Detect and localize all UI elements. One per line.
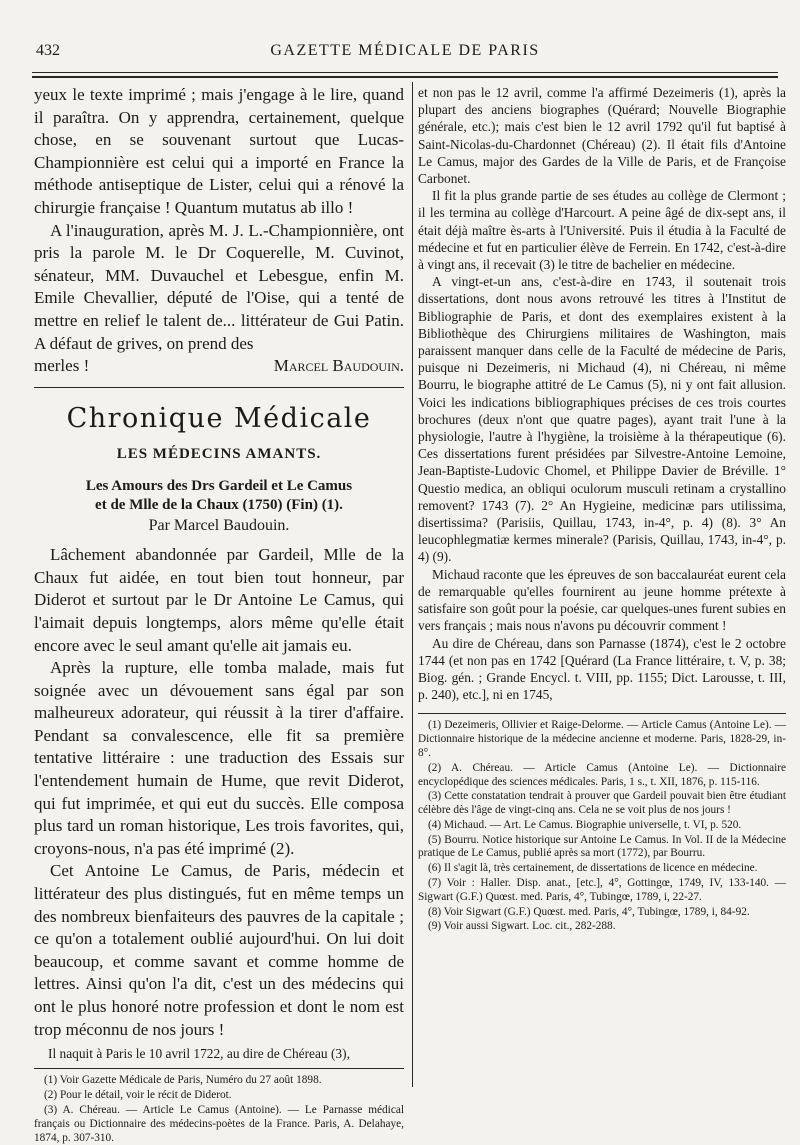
article-byline: Par Marcel Baudouin. xyxy=(148,517,290,535)
footnote: (8) Voir Sigwart (G.F.) Quœst. med. Paris, 4°, Tubingœ, 1789, i, 84-92. xyxy=(428,905,750,918)
body-paragraph-4: Michaud raconte que les épreuves de son baccalauréat eurent cela de remarquable qu'elles fournirent au jeune homme prétexte à satisfaire son goût pour la poésie, car quelques-unes furent subies en vers français ; mais nous n'avons pu découvrir comment ! xyxy=(418,566,786,634)
footnote: (2) Pour le détail, voir le récit de Diderot. xyxy=(44,1089,232,1102)
right-column xyxy=(418,84,786,934)
signature-lead: merles ! xyxy=(34,356,90,376)
footnote: (6) Il s'agit là, très certainement, de dissertations de licence en médecine. xyxy=(428,862,758,875)
body-paragraph-3: Cet Antoine Le Camus, de Paris, médecin et littérateur des plus distingués, fut en même temps un des nombreux bienfaiteurs des pauvres de la capitale ; ce qu'on a totalement oublié aujourd'hui. On lui doit beaucoup, et comme savant et comme homme de lettres. Ainsi qu'on l'a dit, c'est un des médecins qui ont le plus honoré notre profession et dont le nom est trop méconnu de nos jours ! xyxy=(34,861,404,1039)
footnote: (3) Cette constatation tendrait à prouver que Gardeil pouvait bien être étudiant célèbre dès l'âge de vingt-cinq ans. Cela ne se voit plus de nos jours ! xyxy=(418,790,786,817)
section-title: Chronique Médicale xyxy=(66,403,372,435)
signature-line xyxy=(34,355,404,377)
body-paragraph-2: Il fit la plus grande partie de ses études au collège de Clermont ; il les termina au collège d'Harcourt. A peine âgé de dix-sept ans, il était déjà maître ès-arts à l'Université. Puis il étudia à la Faculté de médecine et fut en particulier élève de Ferrein. En 1742, c'est-à-dire à vingt ans, il recevait (3) le titre de bachelier en médecine. xyxy=(418,188,786,273)
footnote: (7) Voir : Haller. Disp. anat., [etc.], 4°, Gottingœ, 1749, IV, 133-140. — Sigwart (G.F.) Quœst. med. Paris, 4°, Tubingœ, 1789, i, 22-27. xyxy=(418,877,786,903)
footnote: (5) Bourru. Notice historique sur Antoine Le Camus. In Vol. II de la Médecine pratique de Le Camus, publié après sa mort (1772), par Bourru. xyxy=(418,833,786,860)
running-header xyxy=(30,36,780,66)
body-paragraph-3: A vingt-et-un ans, c'est-à-dire en 1743, il soutenait trois dissertations, dont nous avons retrouvé les titres à l'Institut de Bibliographie de Paris, et dont des exemplaires existent à la Bibliothèque des Chirurgiens militaires de Washington, mais paraissent manquer dans celle de la Faculté de médecine de Paris, puisque ni Dezeimeris, ni Michaud (4), ni Chéreau, ni même Bourru, le biographe attitré de Le Camus (5), ni y ont fait allusion. Voici les indications bibliographiques précises de ces trois courtes brochures (deux n'ont que quatre pages), ayant trait l'une à la physiologie, l'autre à l'hygiène, la troisième à la thérapeutique (6). Ces dissertations furent présidées par Silvestre-Antoine Lemoine, Jean-Baptiste-Ludovic Chomel, et Philippe Davier de Bréville. 1° Questio medica, an obliqui oculorum musculi retinam a crystallino removent? 1743 (7). 2° An Hygieine, medicinæ pars utilissima, disertissima? (Parisiis, Quillau, 1743, in-4°, p. 4) (8). 3° An leucophlegmatiæ kermes minerale? (Parisis, Quillau, 1743, in-4°, p. 4) (9). xyxy=(418,274,786,565)
author-signature: Marcel Baudouin. xyxy=(273,356,404,376)
page-number: 432 xyxy=(36,42,60,59)
column-separator xyxy=(412,82,413,1087)
footnote: (1) Dezeimeris, Ollivier et Raige-Delorme. — Article Camus (Antoine Le). — Dictionnaire historique de la médecine ancienne et moderne. Paris, 1828-29, in-8°. xyxy=(418,719,786,759)
header-rule-thick xyxy=(32,76,778,78)
article-title-line-1: Les Amours des Drs Gardeil et Le Camus xyxy=(85,478,353,495)
header-rule-thin xyxy=(32,72,778,73)
article-heading: LES MÉDECINS AMANTS. xyxy=(116,446,322,463)
body-paragraph-1: Lâchement abandonnée par Gardeil, Mlle de la Chaux fut aidée, en tout bien tout honneur, par Diderot et surtout par le Dr Antoine Le Camus, qui l'aimait depuis longtemps, alors même qu'elle était encore avec le seul amant qu'elle ait jamais eu. xyxy=(34,545,404,655)
journal-title: GAZETTE MÉDICALE DE PARIS xyxy=(270,42,540,59)
right-footnotes xyxy=(418,713,786,934)
footnote: (3) A. Chéreau. — Article Le Camus (Antoine). — Le Parnasse médical français ou Dictionnaire des médecins-poètes de la France. Paris, A. Delahaye, 1874, p. 307-310. xyxy=(34,1103,404,1144)
intro-paragraph: yeux le texte imprimé ; mais j'engage à le lire, quand il paraîtra. On y apprendra, certainement, quelque chose, en se souvenant surtout que Lucas-Championnière est celui qui a importé en France la méthode antiseptique de Lister, celui qui a rénové la chirurgie française ! Quantum mutatus ab illo ! xyxy=(34,85,404,217)
body-paragraph-4: Il naquit à Paris le 10 avril 1722, au dire de Chéreau (3), xyxy=(48,1046,350,1062)
body-paragraph-5: Au dire de Chéreau, dans son Parnasse (1874), c'est le 2 octobre 1744 (et non pas en 1742 [Quérard (La France littéraire, t. V, p. 38; Biog. gén. ; Grande Encycl. t. VIII, pp. 1155; Dict. Larousse, t. III, p. 240), etc.], ni en 1745, xyxy=(418,635,786,703)
footnote: (9) Voir aussi Sigwart. Loc. cit., 282-288. xyxy=(428,920,616,933)
body-paragraph-1: et non pas le 12 avril, comme l'a affirmé Dezeimeris (1), après la plupart des anciens biographes (Quérard; Nouvelle Biographie générale, etc.); mais c'est bien le 12 avril 1792 qu'il fut baptisé à Saint-Nicolas-du-Chardonnet (Chéreau) (2). Il était fils d'Antoine Le Camus, major des Gardes de la Ville de Paris, et de Françoise Carbonet. xyxy=(418,85,786,187)
section-divider xyxy=(34,387,404,388)
inauguration-paragraph: A l'inauguration, après M. J. L.-Championnière, ont pris la parole M. le Dr Coquerelle, M. Cuvinot, sénateur, MM. Duvauchel et Lebesgue, enfin M. Emile Chevallier, député de l'Oise, qui a tenté de mettre en relief le talent de... littérateur de Gui Patin. A défaut de grives, on prend des xyxy=(34,220,404,353)
left-column xyxy=(34,84,404,1145)
article-title-line-2: et de Mlle de la Chaux (1750) (Fin) (1). xyxy=(95,497,343,514)
footnote: (2) A. Chéreau. — Article Camus (Antoine Le). — Dictionnaire encyclopédique des sciences médicales. Paris, 1 s., t. XII, 1876, p. 115-116. xyxy=(418,761,786,788)
footnote: (1) Voir Gazette Médicale de Paris, Numéro du 27 août 1898. xyxy=(44,1074,322,1087)
footnote: (4) Michaud. — Art. Le Camus. Biographie universelle, t. VI, p. 520. xyxy=(428,818,742,831)
body-paragraph-2: Après la rupture, elle tomba malade, mais fut soignée avec un dévouement sans égal par son malheureux adorateur, qui réussit à la tirer d'affaire. Pendant sa convalescence, elle fit sa première tentative littéraire : une traduction des Essais sur l'entendement humain de Hume, que revit Diderot, qui fut imprimée, et qui eut du succès. Elle composa plus tard un roman historique, Les trois favorites, qui, croyons-nous, n'a pas été imprimé (2). xyxy=(34,658,404,858)
